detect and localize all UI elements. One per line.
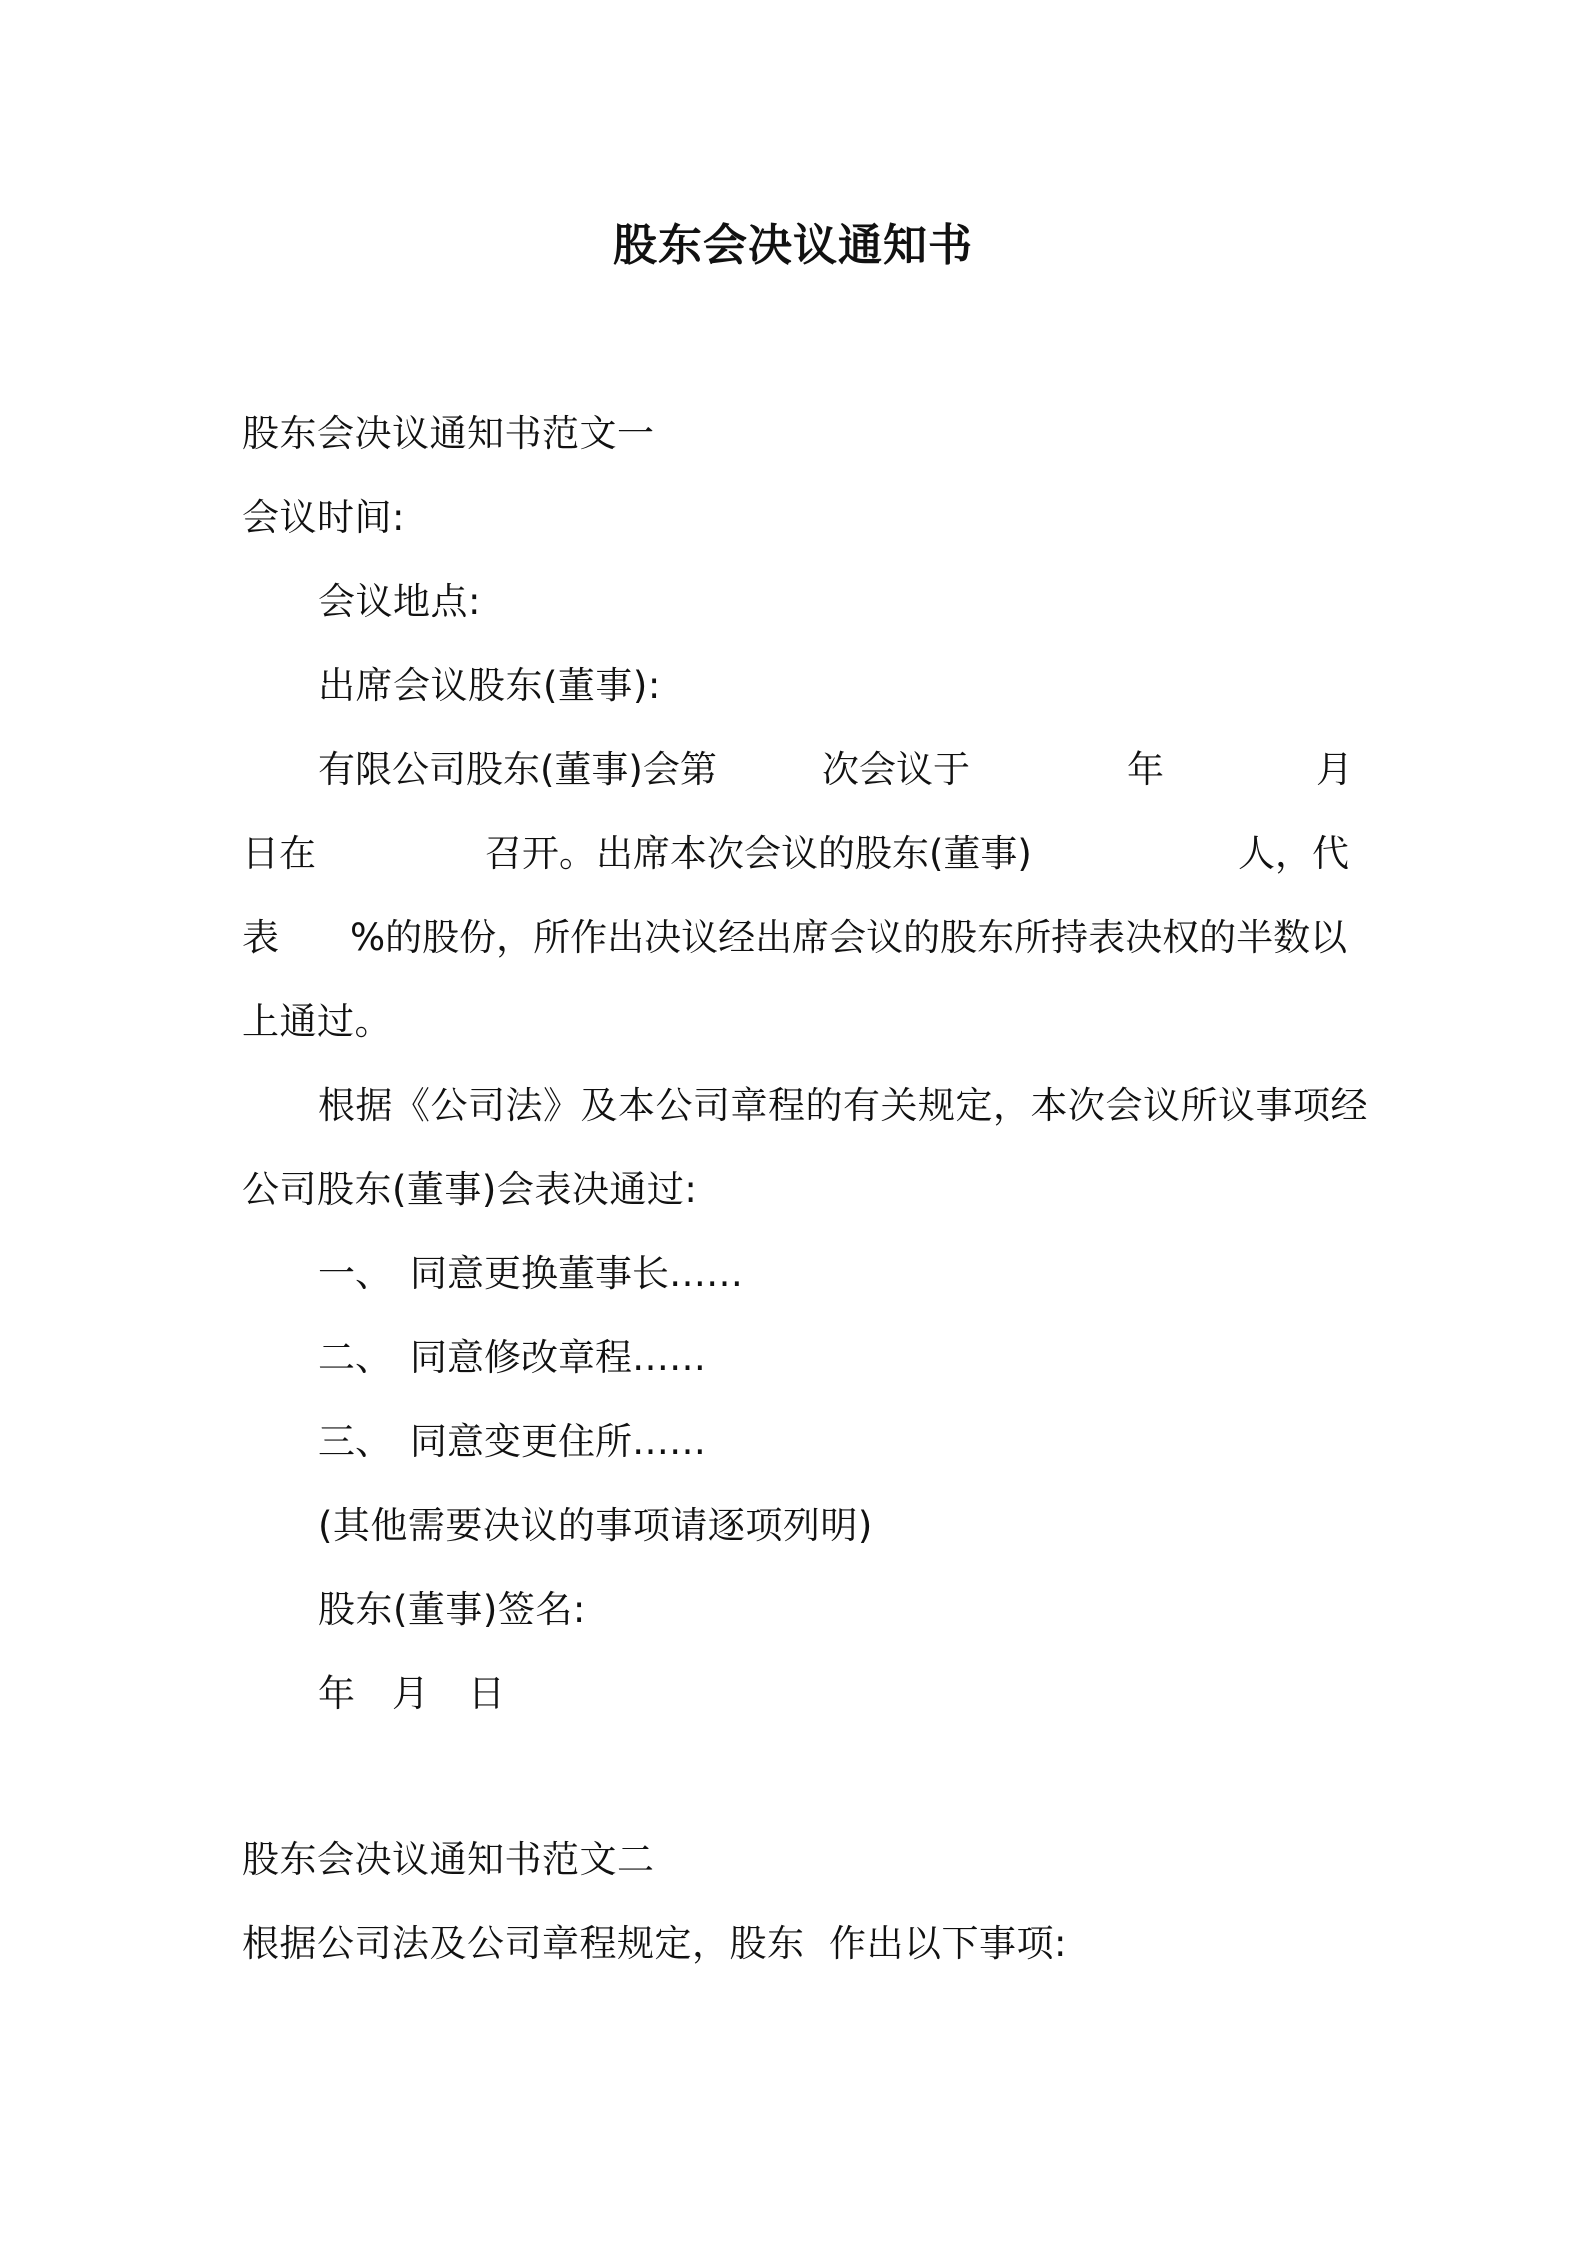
para1-part2: 次会议于 [822, 748, 970, 791]
section2-line1: 根据公司法及公司章程规定，股东 作出以下事项: [242, 1922, 1067, 1965]
item-number: 三、 [318, 1420, 392, 1463]
item-text: 同意修改章程…… [410, 1336, 706, 1379]
signature-label: 股东(董事)签名: [318, 1588, 586, 1631]
para1-part10: 上通过。 [242, 1000, 392, 1043]
item-number: 二、 [318, 1336, 392, 1379]
para2-line1: 根据《公司法》及本公司章程的有关规定，本次会议所议事项经 [318, 1084, 1368, 1127]
para2-line2: 公司股东(董事)会表决通过: [242, 1168, 698, 1211]
meeting-time-label: 会议时间: [242, 496, 405, 539]
document-title: 股东会决议通知书 [613, 220, 973, 271]
para1-part6: 召开。出席本次会议的股东(董事) [485, 832, 1032, 875]
item-text: 同意变更住所…… [410, 1420, 706, 1463]
item-number: 一、 [318, 1252, 392, 1295]
item-text: 同意更换董事长…… [410, 1252, 743, 1295]
section2-heading: 股东会决议通知书范文二 [242, 1838, 655, 1881]
meeting-place-label: 会议地点: [318, 580, 481, 623]
para1-day: 日在 [242, 832, 316, 875]
date-year: 年 [318, 1672, 355, 1715]
attendees-label: 出席会议股东(董事): [318, 664, 661, 707]
section1-heading: 股东会决议通知书范文一 [242, 412, 655, 455]
para1-part7: 人，代 [1238, 832, 1349, 875]
date-day: 日 [468, 1672, 505, 1715]
para1-part9: %的股份，所作出决议经出席会议的股东所持表决权的半数以 [350, 916, 1348, 959]
note-text: (其他需要决议的事项请逐项列明) [318, 1504, 873, 1547]
para1-year: 年 [1127, 748, 1164, 791]
para1-part8: 表 [242, 916, 279, 959]
para1-part1: 有限公司股东(董事)会第 [318, 748, 717, 791]
para1-month: 月 [1316, 748, 1353, 791]
date-month: 月 [392, 1672, 429, 1715]
